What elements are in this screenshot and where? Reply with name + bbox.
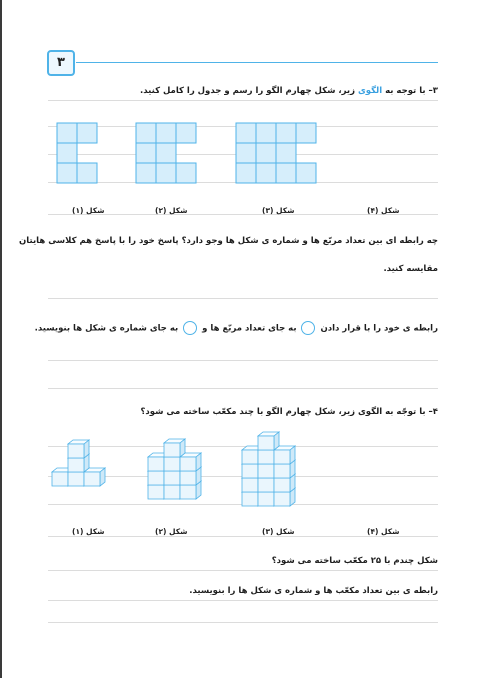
q3-title-accent: الگوی — [357, 86, 383, 96]
q3-figure-label-1: شکل (۱) — [72, 206, 105, 215]
cube-front-face — [242, 492, 258, 506]
q3-relation-part-2: به جای تعداد مربّع ها و — [202, 323, 297, 334]
q4-figure-label-1: شکل (۱) — [72, 527, 105, 536]
ruled-line — [48, 570, 438, 571]
cube-front-face — [274, 450, 290, 464]
cube-front-face — [258, 450, 274, 464]
q4-question-1: شکل چندم با ۲۵ مکعّب ساخته می شود؟ — [271, 556, 438, 566]
cube-front-face — [164, 443, 180, 457]
cube-front-face — [274, 492, 290, 506]
cube-front-face — [180, 457, 196, 471]
cube-front-face — [164, 457, 180, 471]
cube-front-face — [242, 464, 258, 478]
ruled-line — [48, 600, 438, 601]
cube-front-face — [242, 450, 258, 464]
cube-front-face — [148, 485, 164, 499]
cube-front-face — [68, 458, 84, 472]
q4-figure-label-3: شکل (۳) — [262, 527, 295, 536]
cube-front-face — [68, 444, 84, 458]
q3-figure-label-3: شکل (۳) — [262, 206, 295, 215]
cube-front-face — [274, 464, 290, 478]
q3-relation-part-3: به جای شماره ی شکل ها بنویسید. — [34, 323, 179, 334]
q3-figure-label-4: شکل (۴) — [367, 206, 400, 215]
cube-front-face — [274, 478, 290, 492]
cube-front-face — [148, 457, 164, 471]
q3-relation-part-1: رابطه ی خود را با قرار دادن — [320, 323, 438, 334]
cube-front-face — [258, 436, 274, 450]
q3-question-line-1: چه رابطه ای بین تعداد مربّع ها و شماره ی شکل ها وجو دارد؟ پاسخ خود را با پاسخ هم کلاسی هایتان — [19, 236, 438, 246]
q4-title: ۴– با توجّه به الگوی زیر، شکل چهارم الگو با چند مکعّب ساخته می شود؟ — [140, 407, 438, 417]
cube-front-face — [258, 478, 274, 492]
q3-figure-label-2: شکل (۲) — [155, 206, 188, 215]
cube-front-face — [180, 471, 196, 485]
q4-question-2: رابطه ی بین تعداد مکعّب ها و شماره ی شکل ها را بنویسید. — [189, 586, 438, 596]
cube-front-face — [164, 471, 180, 485]
q3-title-end: زیر، شکل چهارم الگو را رسم و جدول را کامل کنید. — [139, 86, 356, 96]
ruled-line — [48, 622, 438, 623]
cube-front-face — [68, 472, 84, 486]
cube-front-face — [52, 472, 68, 486]
cube-front-face — [258, 464, 274, 478]
cube-front-face — [258, 492, 274, 506]
q4-figure-label-4: شکل (۴) — [367, 527, 400, 536]
page-number-badge: ۳ — [47, 50, 75, 76]
cube-front-face — [148, 471, 164, 485]
q3-question-line-2: مقایسه کنید. — [383, 264, 438, 274]
cube-front-face — [242, 478, 258, 492]
ruled-line — [48, 536, 438, 537]
cube-front-face — [180, 485, 196, 499]
q4-figure-label-2: شکل (۲) — [155, 527, 188, 536]
cube-front-face — [84, 472, 100, 486]
q3-title-start: ۳– با توجه به — [385, 86, 438, 96]
cube-front-face — [164, 485, 180, 499]
